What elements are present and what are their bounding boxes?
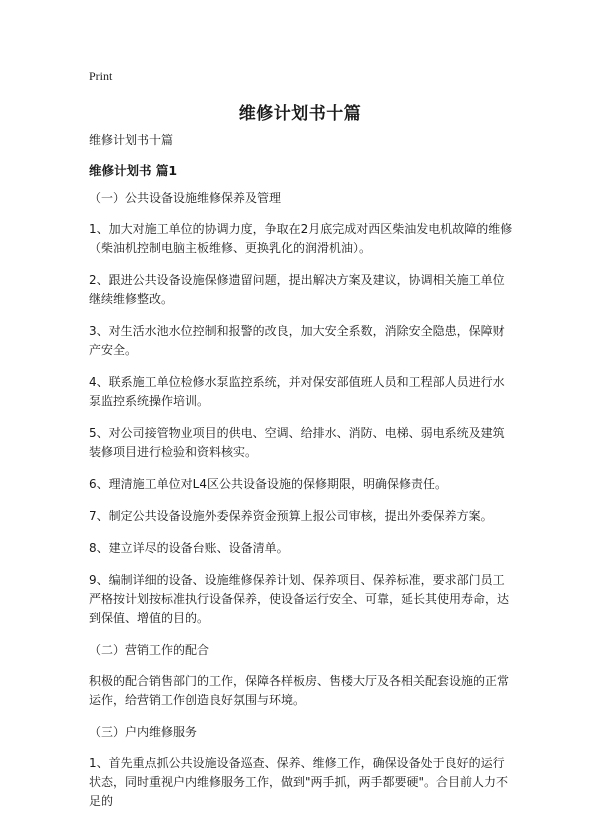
paragraph-item-6: 6、理清施工单位对L4区公共设备设施的保修期限，明确保修责任。 bbox=[89, 477, 447, 491]
sub-heading-indoor-repair: （三）户内维修服务 bbox=[89, 725, 198, 739]
paragraph-item-1: 1、加大对施工单位的协调力度，争取在2月底完成对西区柴油发电机故障的维修（柴油机控制电脑主板维修、更换乳化的润滑机油）。 bbox=[89, 222, 513, 255]
section-heading: 维修计划书 篇1 bbox=[89, 163, 178, 178]
document-title: 维修计划书十篇 bbox=[238, 104, 362, 124]
paragraph-item-3: 3、对生活水池水位控制和报警的改良，加大安全系数，消除安全隐患，保障财产安全。 bbox=[89, 324, 505, 357]
paragraph-item-5: 5、对公司接管物业项目的供电、空调、给排水、消防、电梯、弱电系统及建筑装修项目进行检验和资料核实。 bbox=[89, 426, 505, 459]
paragraph-item-2: 2、跟进公共设备设施保修遗留问题，提出解决方案及建议，协调相关施工单位继续维修整改。 bbox=[89, 273, 505, 306]
paragraph-item-4: 4、联系施工单位检修水泵监控系统，并对保安部值班人员和工程部人员进行水泵监控系统操作培训。 bbox=[89, 375, 505, 408]
paragraph-item-9: 9、编制详细的设备、设施维修保养计划、保养项目、保养标准，要求部门员工严格按计划按标准执行设备保养，使设备运行安全、可靠，延长其使用寿命，达到保值、增值的目的。 bbox=[89, 573, 510, 625]
print-link[interactable]: Print bbox=[89, 69, 113, 83]
paragraph-item-8: 8、建立详尽的设备台账、设备清单。 bbox=[89, 541, 289, 555]
sub-heading-maintenance: （一）公共设备设施维修保养及管理 bbox=[89, 191, 282, 205]
document-body bbox=[89, 131, 514, 824]
paragraph-indoor-repair-1: 1、首先重点抓公共设施设备巡查、保养、维修工作，确保设备处于良好的运行状态，同时重视户内维修服务工作，做到"两手抓，两手都要硬"。合目前人力不足的 bbox=[89, 756, 509, 808]
document-subtitle: 维修计划书十篇 bbox=[89, 133, 174, 147]
sub-heading-marketing: （二）营销工作的配合 bbox=[89, 643, 210, 657]
paragraph-marketing: 积极的配合销售部门的工作，保障各样板房、售楼大厅及各相关配套设施的正常运作，给营销工作创造良好氛围与环境。 bbox=[89, 674, 510, 707]
paragraph-item-7: 7、制定公共设备设施外委保养资金预算上报公司审核，提出外委保养方案。 bbox=[89, 509, 493, 523]
